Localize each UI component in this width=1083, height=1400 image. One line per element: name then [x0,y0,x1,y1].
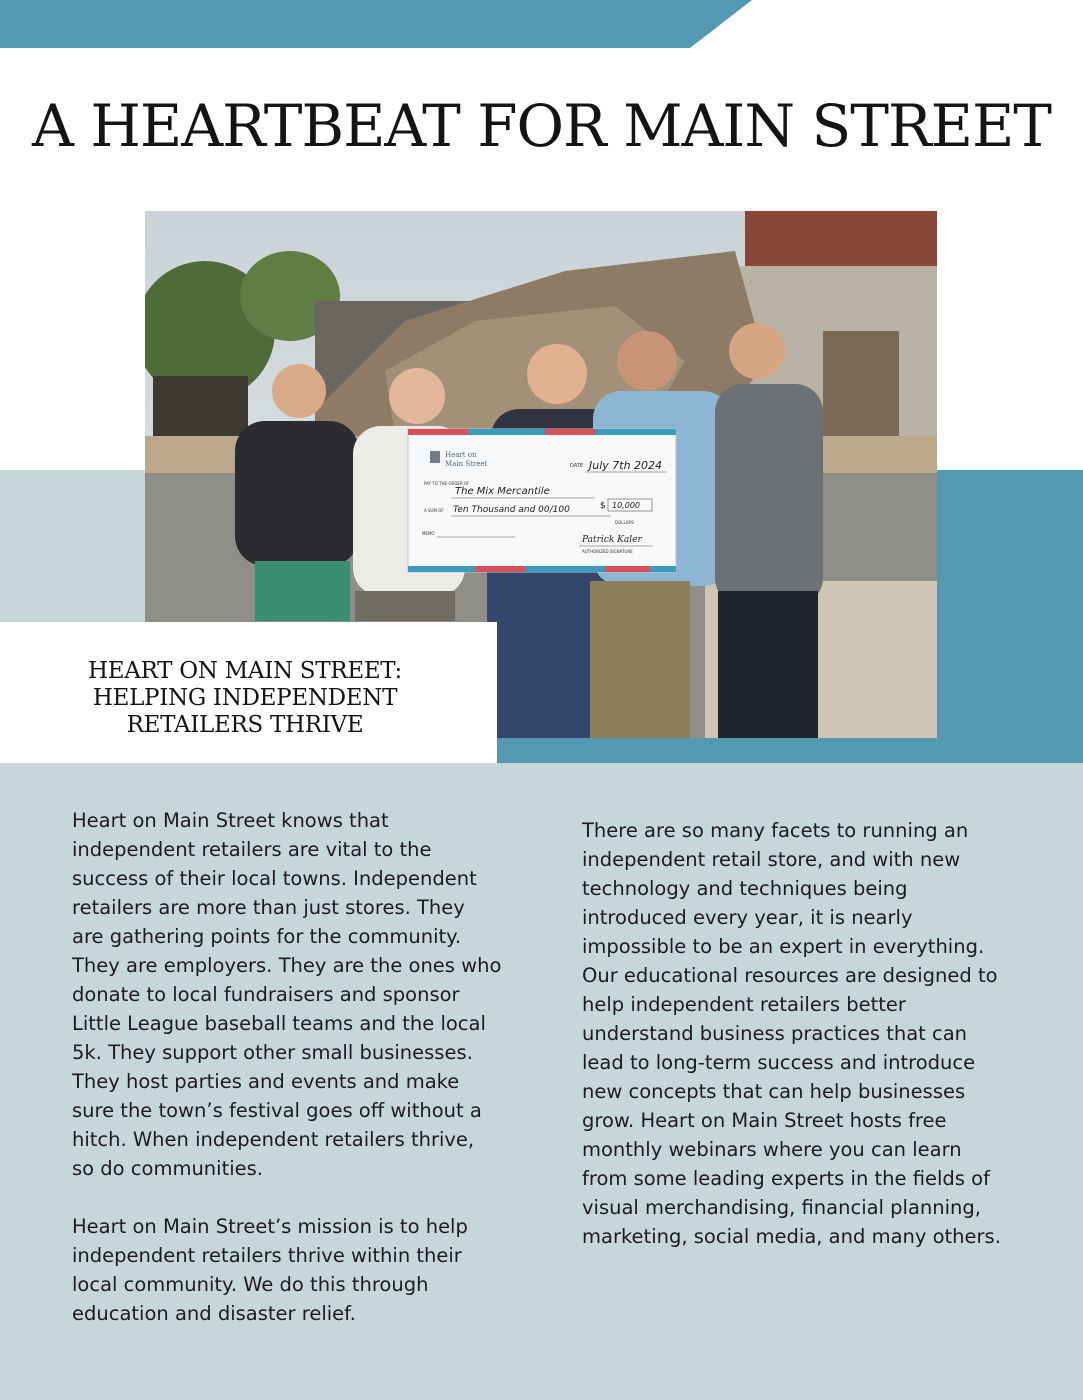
check-date-value: July 7th 2024 [589,459,663,472]
top-accent-band [0,0,760,48]
check-sum-label: A SUM OF [424,508,444,513]
check-dollars-label: DOLLARS [615,520,634,525]
subtitle-box [0,622,497,763]
check-org-line1: Heart on [445,451,477,459]
check-amount-numeric: 10,000 [612,501,640,510]
left-paragraph-1: Heart on Main Street knows that independent retailers are vital to the success of their local towns. Independent retailers are more than just stores. They are gathering points for the community. They are employers. They are the ones who donate to local fundraisers and sponsor Little League baseball teams and the local 5k. They support other small businesses. They host parties and events and make sure the town’s festival goes off without a hitch. When independent retailers thrive, so do communities. [72,809,502,1180]
check-signature: Patrick Kaler [582,535,642,545]
right-column [582,816,1012,1280]
left-column [72,806,502,1357]
right-paragraph-1: There are so many facets to running an independent retail store, and with new technology and techniques being introduced every year, it is nearly impossible to be an expert in everything. Our educational resources are designed to help independent retailers better understand business practices that can lead to long-term success and introduce new concepts that can help businesses grow. Heart on Main Street hosts free monthly webinars where you can learn from some leading experts in the fields of visual merchandising, financial planning, marketing, social media, and many others. [582,819,1001,1248]
left-accent-block [0,470,147,622]
donation-check [408,429,676,572]
check-memo-label: MEMO [422,531,435,536]
svg-text:$: $ [600,501,606,511]
check-date-label: DATE [570,463,584,469]
photo-bottom-band [497,738,1083,763]
check-signature-label: AUTHORIZED SIGNATURE [582,549,633,554]
check-org-line2: Main Street [445,460,488,468]
right-accent-block [936,470,1083,763]
check-amount-words: Ten Thousand and 00/100 [453,505,570,515]
page-title: A HEARTBEAT FOR MAIN STREET [32,92,1051,160]
check-payee: The Mix Mercantile [455,486,550,497]
section-subtitle: HEART ON MAIN STREET: HELPING INDEPENDENT RETAILERS THRIVE [88,658,402,738]
left-paragraph-2: Heart on Main Street’s mission is to help independent retailers thrive within their local community. We do this through education and disaster relief. [72,1215,468,1325]
check-pay-label: PAY TO THE ORDER OF [424,481,470,486]
